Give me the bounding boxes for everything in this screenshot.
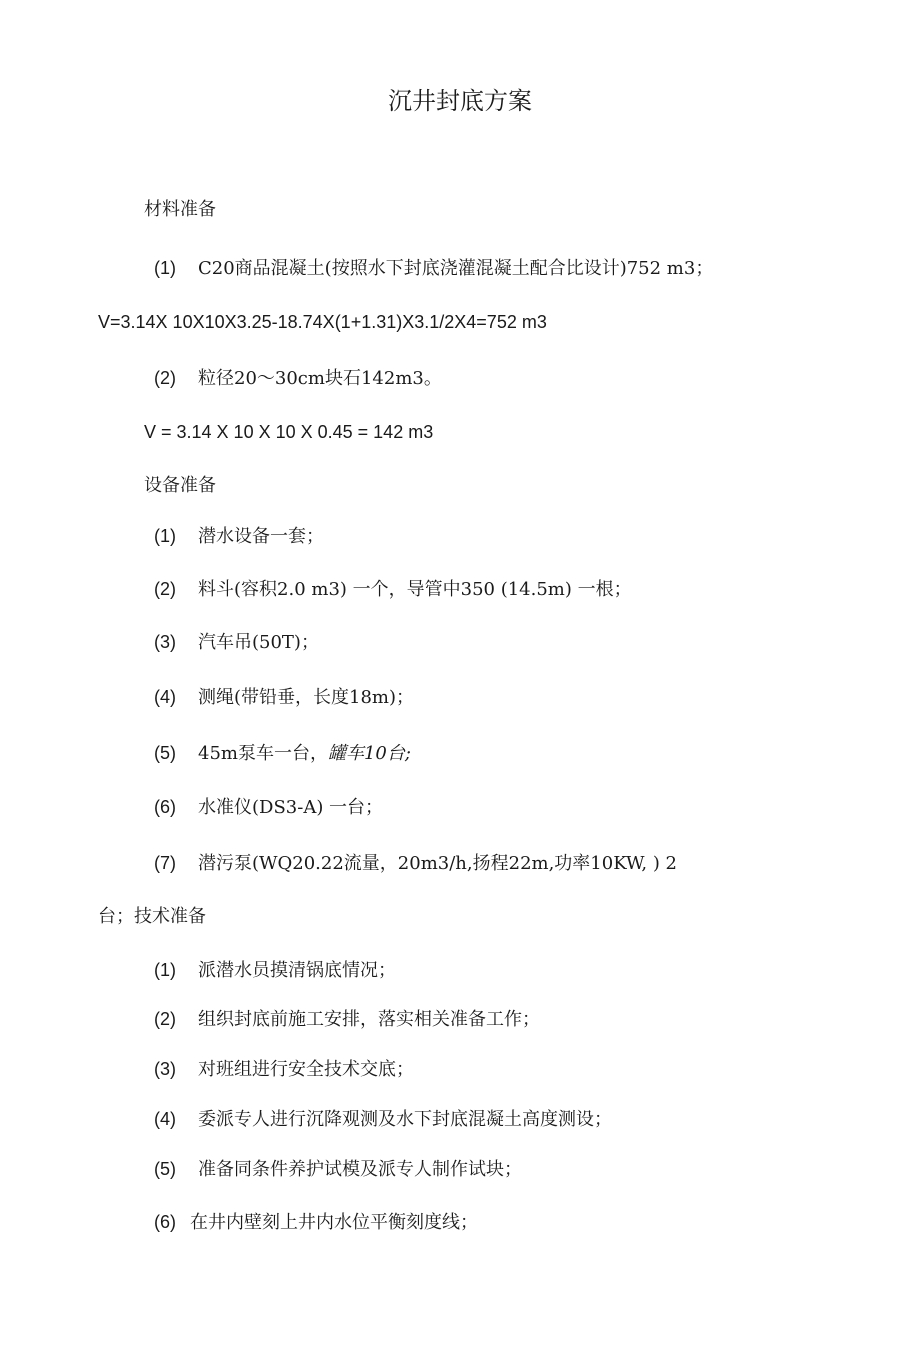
item-number: (4)	[154, 687, 176, 707]
technical-item-1	[154, 958, 396, 983]
item-number: (7)	[154, 853, 176, 873]
item-number: (2)	[154, 368, 176, 388]
formula-concrete-volume: V=3.14X 10X10X3.25-18.74X(1+1.31)X3.1/2X4=752 m3	[98, 312, 547, 332]
item-text: 组织封底前施工安排，落实相关准备工作；	[198, 1009, 540, 1030]
formula-stone-volume: V = 3.14 X 10 X 10 X 0.45 = 142 m3	[144, 422, 434, 442]
document-title: 沉井封底方案	[388, 87, 532, 115]
technical-item-4	[154, 1107, 612, 1132]
materials-item-2	[154, 366, 442, 391]
item-text: 潜污泵(WQ20.22流量，20m3/h,扬程22m,功率10KW, ) 2	[198, 853, 678, 874]
item-text: 派潜水员摸清锅底情况；	[198, 960, 396, 981]
item-number: (1)	[154, 258, 176, 278]
item-text: 对班组进行安全技术交底；	[198, 1059, 414, 1080]
section-heading-equipment: 设备准备	[144, 475, 216, 496]
section-heading-materials: 材料准备	[144, 199, 216, 220]
item-number: (6)	[154, 1212, 176, 1232]
equipment-item-4	[154, 685, 414, 710]
item-number: (6)	[154, 797, 176, 817]
item-text: 料斗(容积2.0 m3) 一个，导管中350 (14.5m) 一根；	[198, 579, 632, 600]
item-number: (3)	[154, 632, 176, 652]
item-number: (1)	[154, 960, 176, 980]
item-text-italic: 罐车10台;	[327, 743, 411, 764]
equipment-item-3	[154, 630, 319, 655]
item-text: 汽车吊(50T)；	[198, 632, 319, 653]
item-number: (5)	[154, 743, 176, 763]
wrap-line-technical-heading: 台；技术准备	[98, 906, 206, 927]
item-text: 水准仪(DS3-A) 一台；	[198, 797, 384, 818]
materials-item-1	[154, 256, 713, 281]
item-text: 委派专人进行沉降观测及水下封底混凝土高度测设；	[198, 1109, 612, 1130]
technical-item-5	[154, 1157, 522, 1182]
item-number: (1)	[154, 526, 176, 546]
item-text: 45m泵车一台，	[198, 743, 328, 764]
equipment-item-5	[154, 741, 411, 766]
item-text: 粒径20〜30cm块石142m3。	[198, 368, 442, 389]
item-number: (4)	[154, 1109, 176, 1129]
item-text: C20商品混凝土(按照水下封底浇灌混凝土配合比设计)752 m3；	[198, 258, 714, 279]
item-number: (3)	[154, 1059, 176, 1079]
item-number: (2)	[154, 1009, 176, 1029]
equipment-item-6	[154, 795, 383, 820]
equipment-item-1	[154, 524, 324, 549]
technical-item-3	[154, 1057, 414, 1082]
equipment-item-7	[154, 851, 677, 876]
technical-item-2	[154, 1007, 540, 1032]
item-text: 在井内壁刻上井内水位平衡刻度线；	[190, 1212, 478, 1233]
equipment-item-2	[154, 577, 632, 602]
item-number: (2)	[154, 579, 176, 599]
item-text: 测绳(带铅垂，长度18m)；	[198, 687, 415, 708]
technical-item-6	[154, 1210, 478, 1235]
item-text: 潜水设备一套；	[198, 526, 324, 547]
item-text: 准备同条件养护试模及派专人制作试块；	[198, 1159, 522, 1180]
item-number: (5)	[154, 1159, 176, 1179]
